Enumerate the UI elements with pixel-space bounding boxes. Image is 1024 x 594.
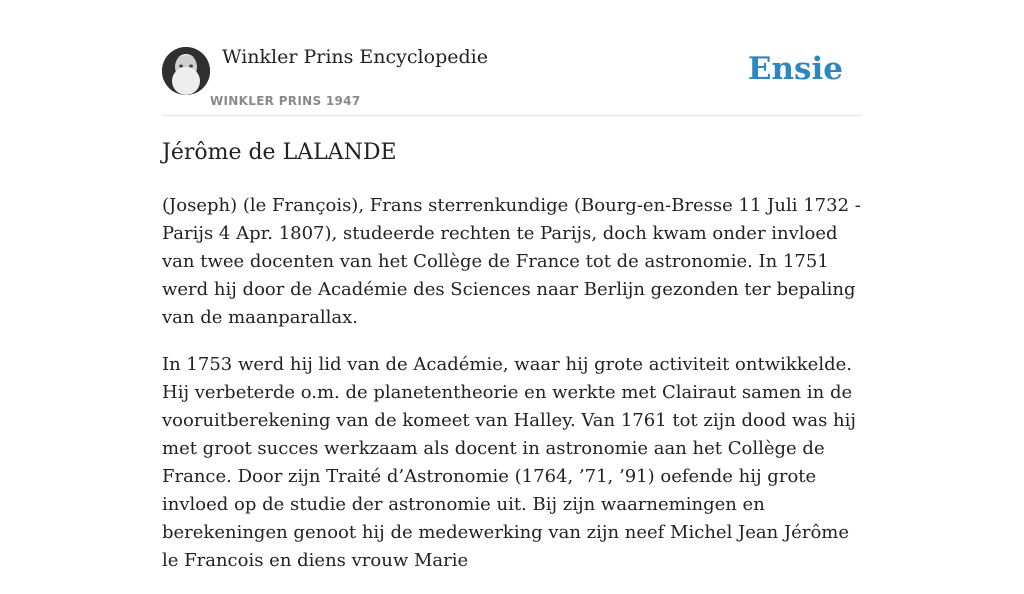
article-title: Jérôme de LALANDE [162, 140, 397, 165]
source-subtitle[interactable]: WINKLER PRINS 1947 [210, 94, 361, 108]
article-paragraph: In 1753 werd hij lid van de Académie, waar hij grote activiteit ontwikkelde. Hij verbeterde o.m. de planetentheorie en werkte met Clairaut samen in de vooruitberekening van de komeet van Halley. Van 1761 tot zijn dood was hij met groot succes werkzaam als docent in astronomie aan het Collège de France. Door zijn Traité d’Astronomie (1764, ’71, ’91) oefende hij grote invloed op de studie der astronomie uit. Bij zijn waarnemingen en berekeningen genoot hij de medewerking van zijn neef Michel Jean Jérôme le Francois en diens vrouw Marie [162, 354, 856, 571]
bearded-man-portrait-icon [162, 47, 210, 95]
source-title[interactable]: Winkler Prins Encyclopedie [222, 46, 488, 68]
article-body [162, 192, 862, 594]
header-divider [162, 115, 862, 116]
article-paragraph: (Joseph) (le François), Frans sterrenkundige (Bourg-en-Bresse 11 Juli 1732 - Parijs 4 Apr. 1807), studeerde rechten te Parijs, doch kwam onder invloed van twee docenten van het Collège de France tot de astronomie. In 1751 werd hij door de Académie des Sciences naar Berlijn gezonden ter bepaling van de maanparallax. [162, 195, 861, 328]
avatar[interactable] [162, 47, 210, 95]
brand-logo[interactable]: Ensie [747, 51, 843, 87]
